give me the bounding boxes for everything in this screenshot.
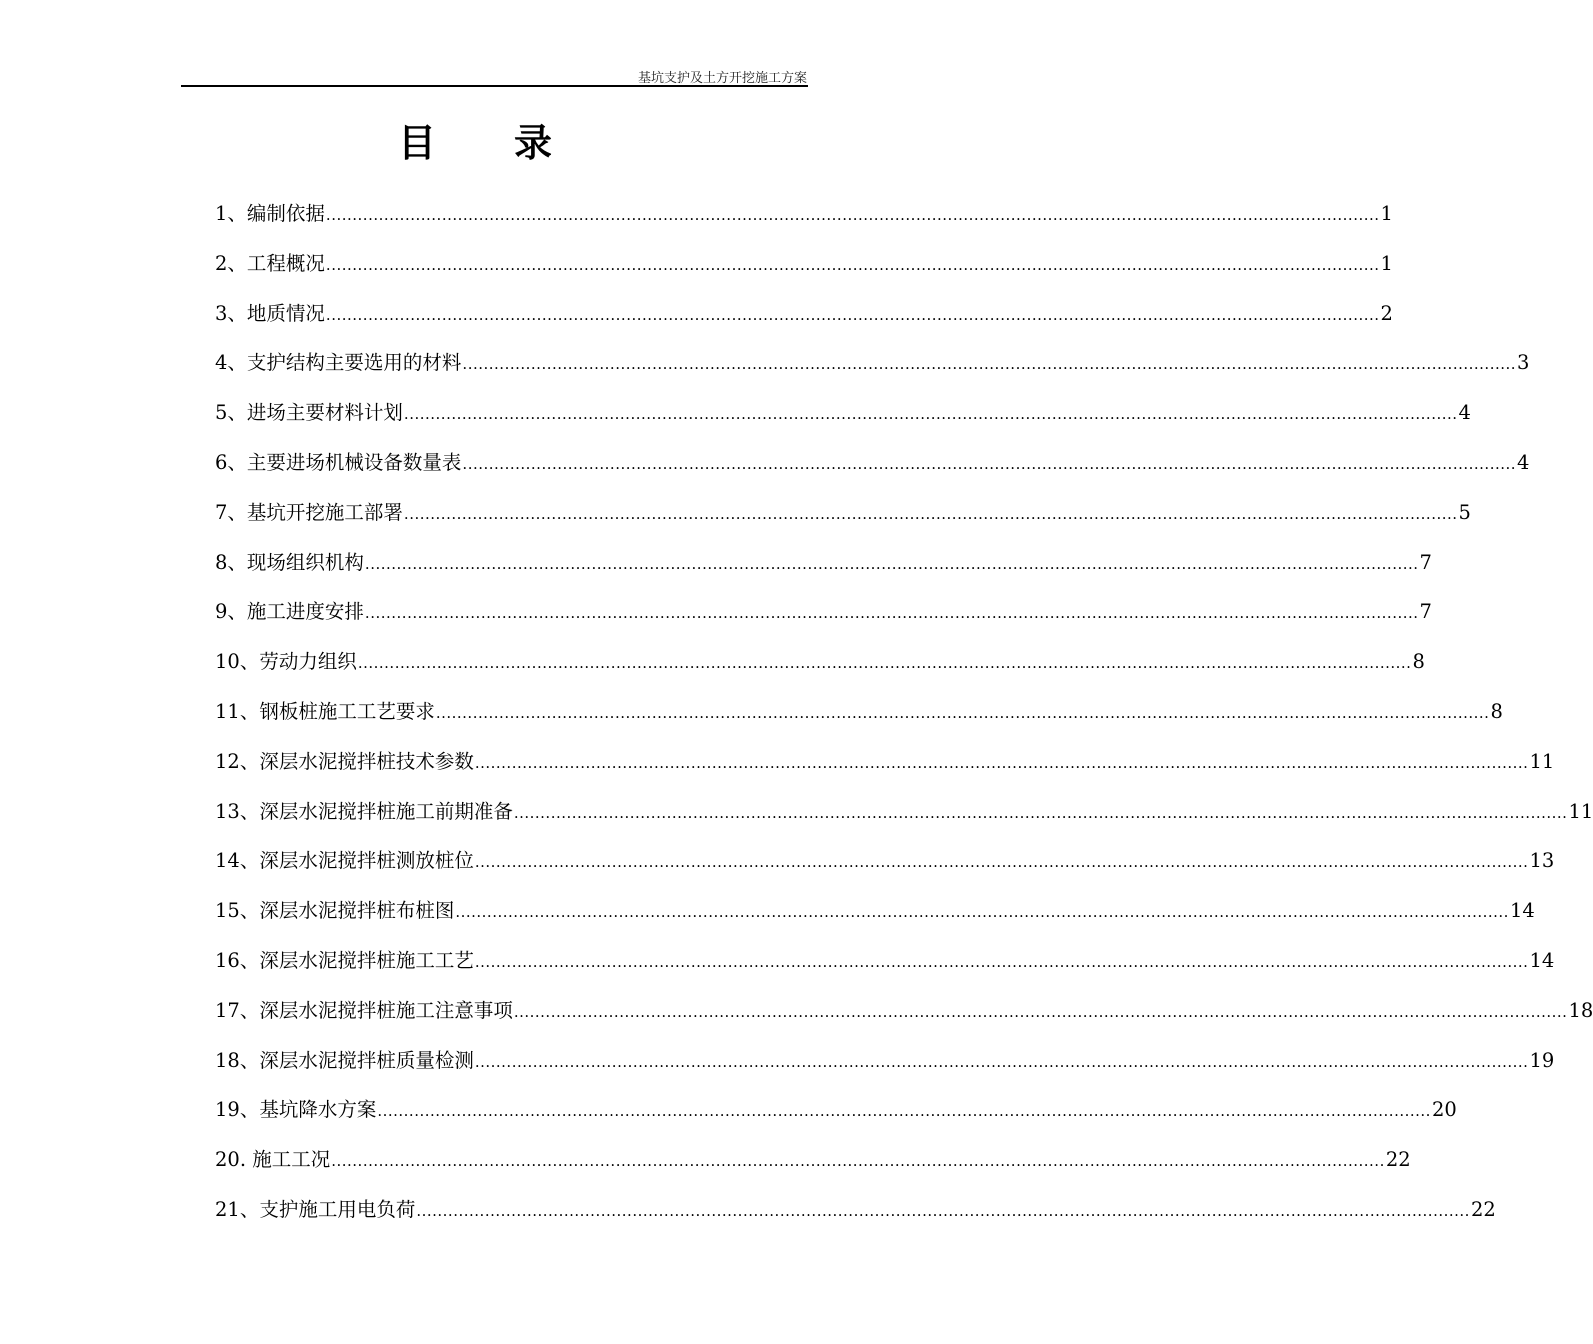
toc-item-page: 2: [1380, 301, 1393, 325]
toc-item-page: 18: [1568, 998, 1593, 1022]
toc-item-label: 5、进场主要材料计划: [215, 401, 403, 425]
toc-leader: ........................................................................................................................................................................................................: [331, 1152, 1385, 1171]
toc-item-label: 14、深层水泥搅拌桩测放桩位: [215, 849, 474, 873]
toc-item-label: 3、地质情况: [215, 301, 325, 325]
toc-item[interactable]: [215, 897, 1535, 947]
toc-leader: ........................................................................................................................................................................................................: [455, 903, 1509, 922]
toc-item[interactable]: [215, 798, 1593, 848]
toc-leader: ........................................................................................................................................................................................................: [513, 1002, 1568, 1021]
toc-item-label: 8、现场组织机构: [215, 550, 364, 574]
toc-leader: ........................................................................................................................................................................................................: [325, 305, 1380, 324]
toc-item-label: 20. 施工工况: [215, 1148, 331, 1172]
toc-item-label: 16、深层水泥搅拌桩施工工艺: [215, 948, 474, 972]
toc-leader: ........................................................................................................................................................................................................: [403, 504, 1458, 523]
toc-leader: ........................................................................................................................................................................................................: [364, 604, 1419, 623]
toc-leader: ........................................................................................................................................................................................................: [474, 1052, 1529, 1071]
toc-item-page: 11: [1529, 749, 1555, 773]
toc-item-label: 12、深层水泥搅拌桩技术参数: [215, 749, 474, 773]
toc-item-page: 8: [1412, 650, 1425, 674]
toc-item-page: 7: [1419, 550, 1432, 574]
toc-leader: ........................................................................................................................................................................................................: [377, 1102, 1431, 1121]
toc-leader: ........................................................................................................................................................................................................: [403, 405, 1458, 424]
toc-leader: ........................................................................................................................................................................................................: [474, 952, 1529, 971]
toc-item[interactable]: [215, 698, 1503, 748]
toc-item-page: 20: [1431, 1098, 1457, 1122]
toc-item[interactable]: [215, 648, 1425, 698]
toc-item[interactable]: [215, 499, 1471, 549]
toc-item[interactable]: [215, 300, 1393, 350]
toc-item[interactable]: [215, 748, 1555, 798]
toc-leader: ........................................................................................................................................................................................................: [462, 355, 1517, 374]
toc-item-label: 19、基坑降水方案: [215, 1098, 377, 1122]
toc-item[interactable]: [215, 200, 1393, 250]
toc-item-page: 4: [1458, 401, 1471, 425]
toc-item-label: 13、深层水泥搅拌桩施工前期准备: [215, 799, 513, 823]
toc-item[interactable]: [215, 250, 1393, 300]
running-header: 基坑支护及土方开挖施工方案: [637, 71, 807, 86]
toc-item[interactable]: [215, 349, 1530, 399]
toc-item-page: 14: [1509, 899, 1535, 923]
toc-item-page: 19: [1529, 1048, 1555, 1072]
toc-item[interactable]: [215, 947, 1555, 997]
toc-item-label: 10、劳动力组织: [215, 650, 357, 674]
toc-leader: ........................................................................................................................................................................................................: [474, 753, 1529, 772]
toc-item-label: 15、深层水泥搅拌桩布桩图: [215, 899, 455, 923]
toc-item-label: 18、深层水泥搅拌桩质量检测: [215, 1048, 474, 1072]
table-of-contents: [215, 200, 1593, 1246]
toc-item-label: 1、编制依据: [215, 202, 325, 225]
toc-item-page: 1: [1380, 202, 1393, 225]
toc-item[interactable]: [215, 1096, 1457, 1146]
toc-item-page: 8: [1490, 699, 1503, 723]
toc-leader: ........................................................................................................................................................................................................: [435, 703, 1490, 722]
toc-leader: ........................................................................................................................................................................................................: [325, 255, 1380, 274]
toc-item[interactable]: [215, 997, 1593, 1047]
toc-item-label: 4、支护结构主要选用的材料: [215, 351, 462, 375]
toc-item-label: 9、施工进度安排: [215, 600, 364, 624]
toc-leader: ........................................................................................................................................................................................................: [364, 554, 1419, 573]
toc-leader: ........................................................................................................................................................................................................: [325, 206, 1380, 224]
toc-item[interactable]: [215, 399, 1471, 449]
header-rule: [181, 85, 808, 87]
toc-leader: ........................................................................................................................................................................................................: [462, 454, 1517, 473]
toc-item-page: 11: [1568, 799, 1593, 823]
toc-item-page: 5: [1458, 500, 1471, 524]
toc-item-page: 7: [1419, 600, 1432, 624]
toc-item-label: 2、工程概况: [215, 251, 325, 275]
toc-item-page: 13: [1529, 849, 1555, 873]
toc-item-label: 7、基坑开挖施工部署: [215, 500, 403, 524]
toc-item[interactable]: [215, 549, 1432, 599]
toc-item[interactable]: [215, 1146, 1411, 1196]
toc-item-page: 4: [1517, 450, 1530, 474]
toc-item[interactable]: [215, 1196, 1496, 1246]
toc-leader: ........................................................................................................................................................................................................: [416, 1201, 1470, 1220]
toc-item-label: 11、钢板桩施工工艺要求: [215, 699, 435, 723]
toc-leader: ........................................................................................................................................................................................................: [474, 853, 1529, 872]
toc-item-page: 22: [1470, 1197, 1496, 1221]
toc-item-page: 14: [1529, 948, 1555, 972]
toc-item[interactable]: [215, 449, 1530, 499]
toc-item-page: 3: [1517, 351, 1530, 375]
toc-item-page: 22: [1385, 1148, 1411, 1172]
page-title: 目录: [397, 120, 630, 165]
toc-item-page: 1: [1380, 251, 1393, 275]
toc-item-label: 17、深层水泥搅拌桩施工注意事项: [215, 998, 513, 1022]
toc-item-label: 21、支护施工用电负荷: [215, 1197, 416, 1221]
toc-leader: ........................................................................................................................................................................................................: [357, 654, 1412, 673]
toc-item[interactable]: [215, 847, 1555, 897]
toc-leader: ........................................................................................................................................................................................................: [513, 803, 1568, 822]
toc-item[interactable]: [215, 1047, 1555, 1097]
toc-item-label: 6、主要进场机械设备数量表: [215, 450, 462, 474]
toc-item[interactable]: [215, 598, 1432, 648]
